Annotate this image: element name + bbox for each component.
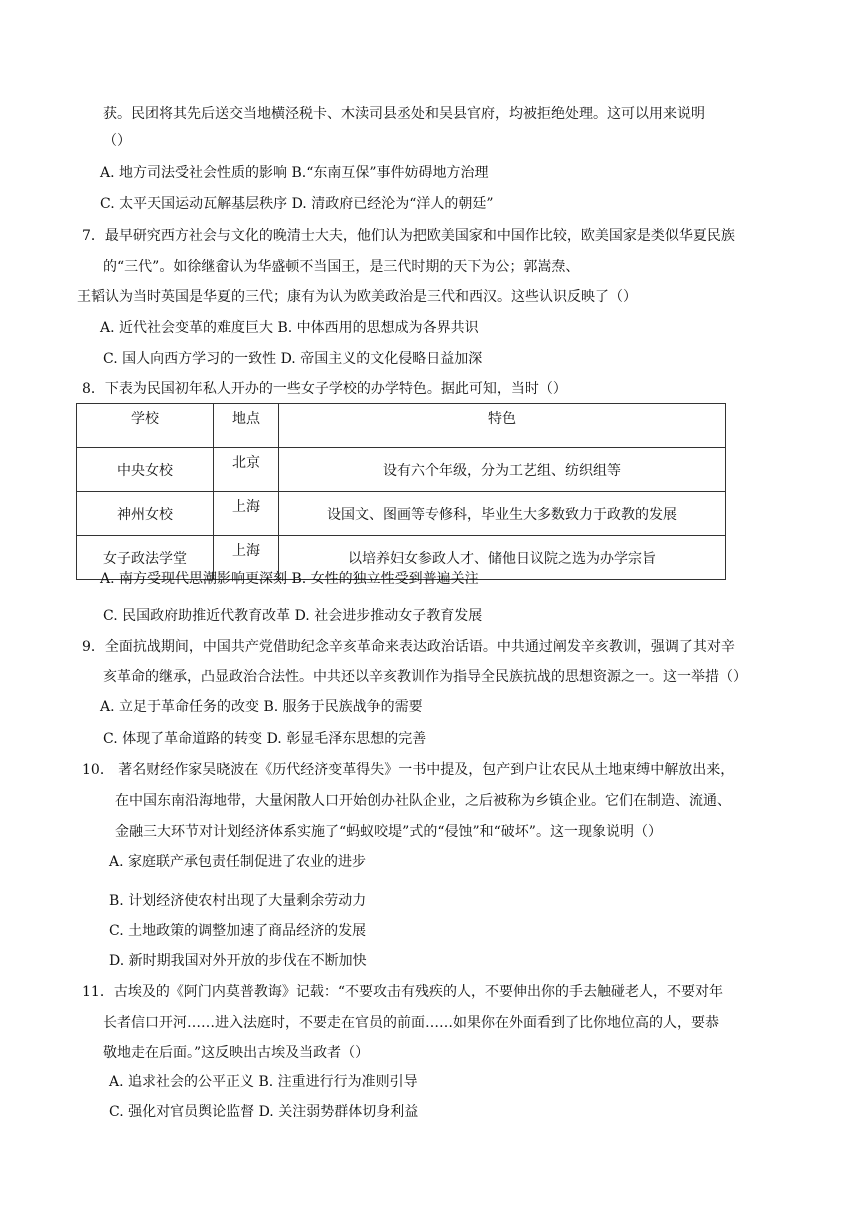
q6-answer-paren: （）	[103, 133, 131, 149]
q6-options-ab: A. 地方司法受社会性质的影响 B.“东南互保”事件妨碍地方治理	[100, 165, 489, 181]
q6-options-cd: C. 太平天国运动瓦解基层秩序 D. 清政府已经沦为“洋人的朝廷”	[100, 196, 494, 212]
table-cell: 神州女校	[77, 492, 214, 536]
table-header-school: 学校	[77, 404, 214, 448]
q10-option-d: D. 新时期我国对外开放的步伐在不断加快	[109, 953, 367, 969]
q7-stem-line-3: 王韬认为当时英国是华夏的三代；康有为认为欧美政治是三代和西汉。这些认识反映了（）	[77, 289, 637, 305]
q10-stem-line-3: 金融三大环节对计划经济体系实施了“蚂蚁咬堤”式的“侵蚀”和“破坏”。这一现象说明（）	[115, 824, 662, 840]
q7-stem-line-2: 的“三代”。如徐继畲认为华盛顿不当国王，是三代时期的天下为公；郭嵩焘、	[103, 259, 580, 275]
q6-stem-line: 获。民团将其先后送交当地横泾税卡、木渎司县丞处和吴县官府，均被拒绝处理。这可以用来说明	[103, 106, 705, 122]
table-cell: 上海	[214, 536, 279, 580]
q11-stem-line-1: 11．古埃及的《阿门内莫普教诲》记载：“不要攻击有残疾的人，不要伸出你的手去触碰老人，不要对年	[82, 984, 723, 1000]
q11-options-cd: C. 强化对官员舆论监督 D. 关注弱势群体切身利益	[109, 1104, 419, 1120]
table-cell: 北京	[214, 448, 279, 492]
q8-stem-line-1: 8．下表为民国初年私人开办的一些女子学校的办学特色。据此可知，当时（）	[82, 381, 567, 397]
table-cell: 中央女校	[77, 448, 214, 492]
q7-stem-line-1: 7．最早研究西方社会与文化的晚清士大夫，他们认为把欧美国家和中国作比较，欧美国家是类似华夏民族	[82, 228, 735, 244]
q11-options-ab: A. 追求社会的公平正义 B. 注重进行行为准则引导	[109, 1074, 418, 1090]
q11-stem-line-3: 敬地走在后面。”这反映出古埃及当政者（）	[103, 1045, 370, 1061]
q9-options-ab: A. 立足于革命任务的改变 B. 服务于民族战争的需要	[100, 699, 423, 715]
q7-options-ab: A. 近代社会变革的难度巨大 B. 中体西用的思想成为各界共识	[100, 320, 479, 336]
q10-stem-line-2: 在中国东南沿海地带，大量闲散人口开始创办社队企业，之后被称为乡镇企业。它们在制造、流通、	[115, 793, 731, 809]
table-cell: 设有六个年级，分为工艺组、纺织组等	[279, 448, 726, 492]
q10-stem-line-1: 10． 著名财经作家吴晓波在《历代经济变革得失》一书中提及，包产到户让农民从土地束缚中解放出来，	[82, 762, 735, 778]
table-header-row	[77, 404, 726, 448]
q9-stem-line-2: 亥革命的继承，凸显政治合法性。中共还以辛亥教训作为指导全民族抗战的思想资源之一。这一举措（）	[103, 669, 747, 685]
table-header-location: 地点	[214, 404, 279, 448]
q8-options-ab: A. 南方受现代思潮影响更深刻 B. 女性的独立性受到普遍关注	[100, 571, 479, 587]
q10-option-a: A. 家庭联产承包责任制促进了农业的进步	[109, 854, 367, 870]
table-cell: 上海	[214, 492, 279, 536]
q10-option-b: B. 计划经济使农村出现了大量剩余劳动力	[109, 893, 367, 909]
table-cell: 以培养妇女参政人才、储他日议院之选为办学宗旨	[279, 536, 726, 580]
table-header-features: 特色	[279, 404, 726, 448]
q9-options-cd: C. 体现了革命道路的转变 D. 彰显毛泽东思想的完善	[103, 731, 427, 747]
table-cell: 女子政法学堂	[77, 536, 214, 580]
q9-stem-line-1: 9．全面抗战期间，中国共产党借助纪念辛亥革命来表达政治话语。中共通过阐发辛亥教训，强调了其对辛	[82, 639, 735, 655]
table-row	[77, 448, 726, 492]
q10-option-c: C. 土地政策的调整加速了商品经济的发展	[109, 923, 367, 939]
table-cell: 设国文、图画等专修科，毕业生大多数致力于政教的发展	[279, 492, 726, 536]
q8-options-cd: C. 民国政府助推近代教育改革 D. 社会进步推动女子教育发展	[103, 608, 483, 624]
q7-options-cd: C. 国人向西方学习的一致性 D. 帝国主义的文化侵略日益加深	[103, 351, 483, 367]
table-row	[77, 492, 726, 536]
schools-table	[76, 403, 726, 580]
q11-stem-line-2: 长者信口开河……进入法庭时，不要走在官员的前面……如果你在外面看到了比你地位高的人，要恭	[103, 1015, 719, 1031]
